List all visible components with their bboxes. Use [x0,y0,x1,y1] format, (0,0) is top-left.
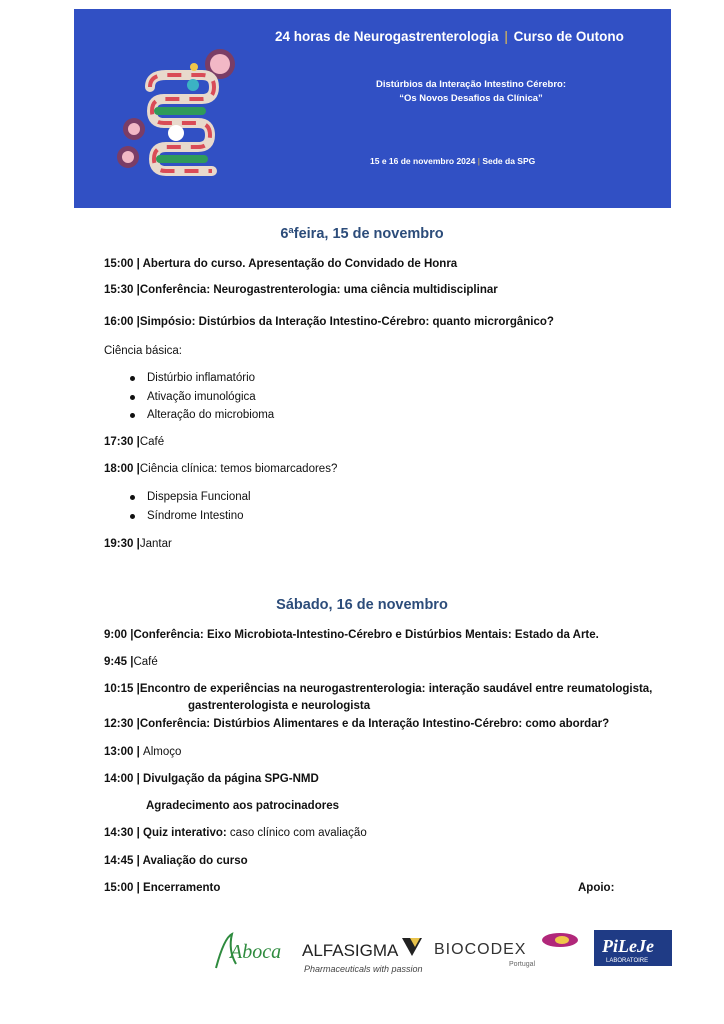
basic-science-list [130,369,274,425]
day1-title: 6ªfeira, 15 de novembro [280,226,444,242]
course-title: 24 horas de Neurogastrenterologia | Curso de Outono [275,29,624,44]
schedule-item-1500: 15:00 | Abertura do curso. Apresentação do Convidado de Honra [104,258,458,270]
sponsor-thanks: Agradecimento aos patrocinadores [146,800,339,812]
schedule-item-1730: 17:30 |Café [104,436,165,448]
svg-text:Pharmaceuticals with passion: Pharmaceuticals with passion [304,964,423,974]
schedule-item-1530: 15:30 |Conferência: Neurogastrenterologia: uma ciência multidisciplinar [104,284,498,296]
pileje-logo [594,930,672,966]
basic-science-heading: Ciência básica: [104,345,182,357]
list-item: Síndrome Intestino [130,507,251,526]
schedule-item-1800: 18:00 |Ciência clínica: temos biomarcadores? [104,463,338,475]
schedule-item-1600: 16:00 |Simpósio: Distúrbios da Interação Intestino-Cérebro: quanto microrgânico? [104,316,554,328]
svg-text:Portugal: Portugal [509,961,536,968]
gut-illustration [94,45,294,185]
header-banner [74,9,671,208]
course-date: 15 e 16 de novembro 2024 | Sede da SPG [370,156,536,166]
schedule-item-0900: 9:00 |Conferência: Eixo Microbiota-Intestino-Cérebro e Distúrbios Mentais: Estado da Arte. [104,629,599,641]
svg-text:LABORATOIRE: LABORATOIRE [606,958,649,964]
schedule-item-1930: 19:30 |Jantar [104,538,172,550]
alfasigma-logo [302,930,430,976]
list-item: Ativação imunológica [130,388,274,407]
svg-text:ALFASIGMA: ALFASIGMA [302,941,399,960]
list-item: Distúrbio inflamatório [130,369,274,388]
schedule-item-1400: 14:00 | Divulgação da página SPG-NMD [104,773,319,785]
aboca-logo [210,928,290,974]
svg-text:BIOCODEX: BIOCODEX [434,941,527,958]
schedule-item-1500-end: 15:00 | Encerramento [104,882,221,894]
clinical-science-list [130,488,251,525]
biocodex-logo [434,930,584,970]
schedule-item-1300: 13:00 | Almoço [104,746,182,758]
schedule-item-0945: 9:45 |Café [104,656,158,668]
schedule-item-1445: 14:45 | Avaliação do curso [104,855,248,867]
list-item: Dispepsia Funcional [130,488,251,507]
day2-title: Sábado, 16 de novembro [276,597,448,613]
svg-text:PiLeJe: PiLeJe [602,936,654,956]
schedule-item-1015: 10:15 |Encontro de experiências na neurogastrenterologia: interação saudável entre reumatologista, [104,683,653,695]
sponsors-label: Apoio: [578,882,615,894]
schedule-item-1230: 12:30 |Conferência: Distúrbios Alimentares e da Interação Intestino-Cérebro: como abordar? [104,718,610,730]
svg-text:Aboca: Aboca [230,941,282,963]
schedule-item-1430: 14:30 | Quiz interativo: caso clínico com avaliação [104,827,367,839]
list-item: Alteração do microbioma [130,406,274,425]
course-subtitle: Distúrbios da Interação Intestino Cérebro: “Os Novos Desafios da Clínica” [375,79,567,104]
schedule-item-1015-cont: gastrenterologista e neurologista [188,700,371,712]
